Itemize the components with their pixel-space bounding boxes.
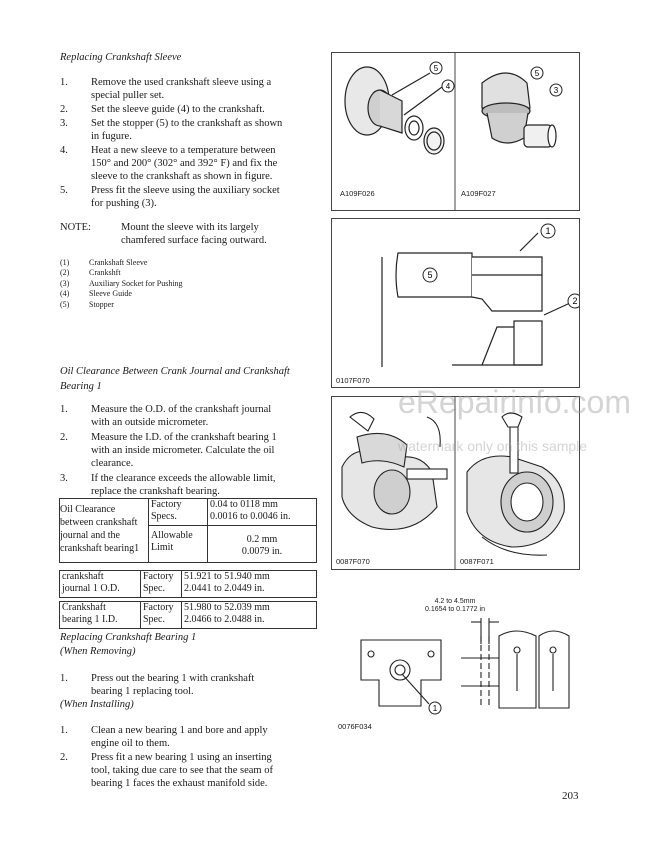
step-line: 150° and 200° (302° and 392° F) and fix the <box>91 158 278 169</box>
figure-label: A109F026 <box>340 189 375 198</box>
step-number: 2. <box>60 104 68 115</box>
step-line: Clean a new bearing 1 and bore and apply <box>91 725 268 736</box>
callout-5: 5 <box>427 270 433 280</box>
step-line: in fugure. <box>91 131 132 142</box>
step-line: Measure the I.D. of the crankshaft bearing 1 <box>91 432 277 443</box>
step-number: 1. <box>60 725 68 736</box>
legend-item: (4) Sleeve Guide <box>60 289 132 299</box>
step-line: with an inside micrometer. Calculate the oil <box>91 445 275 456</box>
callout-1: 1 <box>432 704 438 713</box>
callout-4: 4 <box>445 82 451 91</box>
step-number: 3. <box>60 118 68 129</box>
step-line: If the clearance exceeds the allowable limit, <box>91 473 276 484</box>
note-label: NOTE: <box>60 222 91 233</box>
installing-subtitle: (When Installing) <box>60 699 134 710</box>
journal-od-table <box>59 570 317 598</box>
callout-1: 1 <box>545 226 551 236</box>
note-line: chamfered surface facing outward. <box>121 235 267 246</box>
step-text <box>91 403 271 429</box>
step-line: Press out the bearing 1 with crankshaft <box>91 673 255 684</box>
spec-value: 51.980 to 52.039 mm 2.0466 to 2.0488 in. <box>182 602 317 629</box>
step-line: engine oil to them. <box>91 738 170 749</box>
dimension-label: 4.2 to 4.5mm 0.1654 to 0.1772 in <box>425 598 485 613</box>
step-text <box>91 431 277 470</box>
step-text <box>91 472 276 498</box>
section-title-bearing: Replacing Crankshaft Bearing 1 (When Removing) <box>60 632 197 657</box>
watermark-subtext: watermark only on this sample <box>398 438 588 454</box>
bearing-id-table <box>59 601 317 629</box>
allowable-label: Allowable Limit <box>149 526 208 563</box>
spec-value: 51.921 to 51.940 mm 2.0441 to 2.0449 in. <box>182 571 317 598</box>
legend-item: (1) Crankshaft Sleeve <box>60 258 148 267</box>
legend-item: (3) Auxiliary Socket for Pushing <box>60 278 183 288</box>
factory-label: Factory Specs. <box>149 499 208 526</box>
figure-label: 0087F071 <box>460 557 494 566</box>
step-line: Heat a new sleeve to a temperature between <box>91 145 276 156</box>
factory-value: 0.04 to 0118 mm 0.0016 to 0.0046 in. <box>208 499 317 526</box>
step-text <box>91 184 280 210</box>
step-line: clearance. <box>91 458 134 469</box>
step-number: 2. <box>60 432 68 443</box>
oil-clearance-table <box>59 498 317 563</box>
figure-label: A109F027 <box>461 189 496 198</box>
sleeve-install-drawing <box>332 53 579 210</box>
step-number: 1. <box>60 404 68 415</box>
allowable-value: 0.2 mm 0.0079 in. <box>208 526 317 563</box>
step-line: for pushing (3). <box>91 198 157 209</box>
step-line: replace the crankshaft bearing. <box>91 486 220 497</box>
step-text <box>91 724 268 750</box>
section-title-oil-clearance: Oil Clearance Between Crank Journal and Crankshaft Bearing 1 <box>60 366 290 392</box>
callout-5: 5 <box>433 64 439 73</box>
parts-legend <box>60 258 183 310</box>
spec-label: Factory Spec. <box>141 571 182 598</box>
step-number: 1. <box>60 77 68 88</box>
callout-2: 2 <box>572 296 578 306</box>
step-line: Set the sleeve guide (4) to the crankshaft. <box>91 104 265 115</box>
item-cell: Oil Clearance between crankshaft journal and the crankshaft bearing1 <box>60 499 149 563</box>
step-line: bearing 1 faces the exhaust manifold side. <box>91 778 268 789</box>
step-line: Press fit a new bearing 1 using an inserting <box>91 752 272 763</box>
figure-label: 0076F034 <box>338 722 372 731</box>
section-title-sleeve: Replacing Crankshaft Sleeve <box>60 52 182 63</box>
figure-stopper-section <box>331 218 580 388</box>
stopper-section-drawing <box>332 219 579 387</box>
step-line: Remove the used crankshaft sleeve using a <box>91 77 272 88</box>
step-line: sleeve to the crankshaft as shown in figure. <box>91 171 273 182</box>
step-line: tool, taking due care to see that the seam of <box>91 765 273 776</box>
step-line: Set the stopper (5) to the crankshaft as shown <box>91 118 283 129</box>
step-line: special puller set. <box>91 90 165 101</box>
step-number: 4. <box>60 145 68 156</box>
page-number: 203 <box>562 790 579 802</box>
legend-item: (5) Stopper <box>60 299 114 309</box>
figure-label: 0087F070 <box>336 557 370 566</box>
spec-label: Factory Spec. <box>141 602 182 629</box>
step-number: 5. <box>60 185 68 196</box>
micrometer-drawing <box>332 397 579 569</box>
watermark-text: eRepairinfo.com <box>398 384 631 420</box>
step-text <box>91 103 265 116</box>
callout-5: 5 <box>534 69 540 78</box>
item-cell: crankshaft journal 1 O.D. <box>60 571 141 598</box>
figure-sleeve-install <box>331 52 580 211</box>
step-text <box>91 751 273 790</box>
step-line: with an outside micrometer. <box>91 417 209 428</box>
step-text <box>91 76 271 102</box>
step-line: Measure the O.D. of the crankshaft journal <box>91 404 272 415</box>
step-number: 1. <box>60 673 68 684</box>
figure-micrometer <box>331 396 580 570</box>
step-line: bearing 1 replacing tool. <box>91 686 194 697</box>
item-cell: Crankshaft bearing 1 I.D. <box>60 602 141 629</box>
step-text <box>91 672 254 698</box>
step-text <box>91 117 282 143</box>
callout-3: 3 <box>553 86 559 95</box>
step-text <box>91 144 277 183</box>
figure-bearing-position <box>331 596 578 736</box>
bearing-position-drawing <box>331 596 578 736</box>
step-number: 2. <box>60 752 68 763</box>
step-number: 3. <box>60 473 68 484</box>
note-line: Mount the sleeve with its largely <box>121 222 259 233</box>
figure-label: 0107F070 <box>336 376 370 385</box>
step-line: Press fit the sleeve using the auxiliary socket <box>91 185 280 196</box>
legend-item: (2) Crankshft <box>60 268 121 278</box>
note-text <box>121 221 267 247</box>
